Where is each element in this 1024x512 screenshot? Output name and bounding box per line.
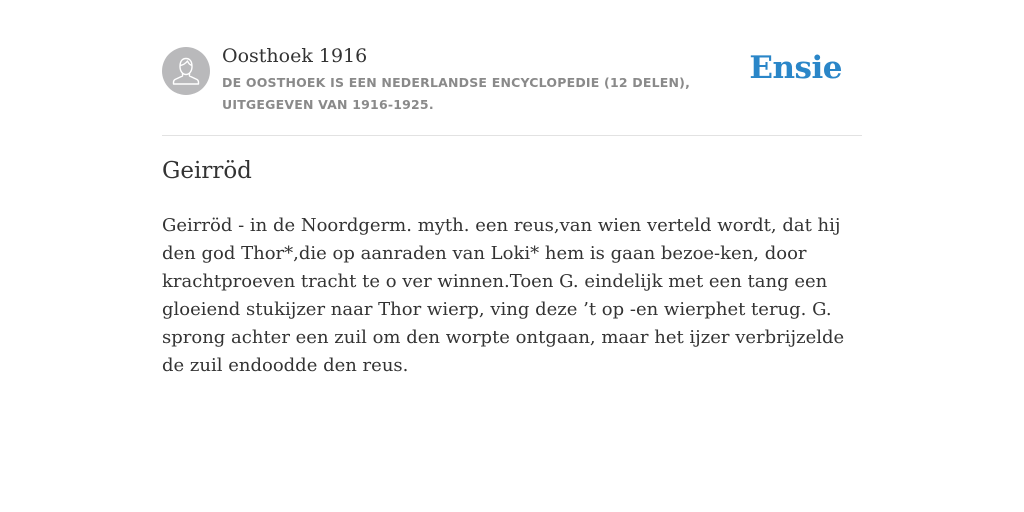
source-header — [162, 0, 862, 136]
source-avatar[interactable] — [162, 47, 210, 95]
entry-title: Geirröd — [162, 158, 252, 184]
brand-logo-link[interactable]: Ensie — [749, 50, 842, 86]
user-icon — [162, 47, 210, 95]
source-description: DE OOSTHOEK IS EEN NEDERLANDSE ENCYCLOPEDIE (12 DELEN), UITGEGEVEN VAN 1916-1925. — [222, 75, 691, 112]
content-container — [162, 0, 862, 376]
entry-body: Geirröd - in de Noordgerm. myth. een reus,van wien verteld wordt, dat hij den god Thor*,die op aanraden van Loki* hem is gaan bezoe-ken, door krachtproeven tracht te o ver winnen.Toen G. eindelijk met een tang een gloeiend stukijzer naar Thor wierp, ving deze ’t op -en wierphet terug. G. sprong achter een zuil om den worpte ontgaan, maar het ijzer verbrijzelde de zuil endoodde den reus. — [162, 215, 845, 376]
source-title[interactable]: Oosthoek 1916 — [222, 45, 368, 67]
